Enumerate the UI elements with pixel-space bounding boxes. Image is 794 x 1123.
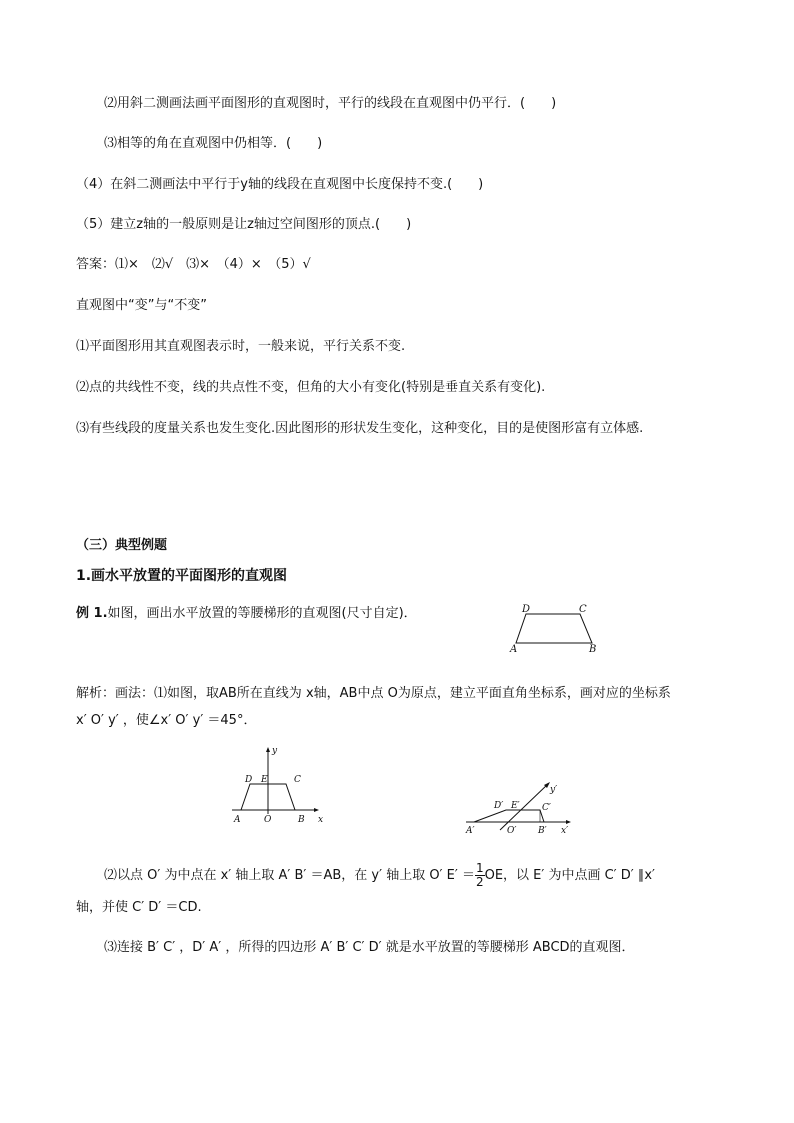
solution-line-2: x′ O′ y′ ，使∠x′ O′ y′ ＝45°． bbox=[76, 713, 257, 728]
question-4: （4）在斜二测画法中平行于y轴的线段在直观图中长度保持不变.( ) bbox=[76, 177, 484, 192]
solution-step-2 bbox=[104, 862, 655, 889]
step2-text-a: ⑵以点 O′ 为中点在 x′ 轴上取 A′ B′ ＝AB，在 y′ 轴上取 O′ E′ ＝ bbox=[104, 868, 475, 883]
change-point-2: ⑵点的共线性不变，线的共点性不变，但角的大小有变化(特别是垂直关系有变化). bbox=[76, 380, 546, 395]
label-C: C bbox=[294, 775, 301, 785]
section-title: （三）典型例题 bbox=[76, 538, 168, 553]
change-point-1: ⑴平面图形用其直观图表示时，一般来说，平行关系不变. bbox=[76, 339, 406, 354]
question-5: （5）建立z轴的一般原则是让z轴过空间图形的顶点.( ) bbox=[76, 217, 412, 232]
label-E-prime: E′ bbox=[511, 801, 520, 811]
answers-line: 答案：⑴× ⑵√ ⑶× （4）× （5）√ bbox=[76, 257, 311, 272]
change-point-3: ⑶有些线段的度量关系也发生变化.因此图形的形状发生变化，这种变化，目的是使图形富有立体感. bbox=[76, 421, 644, 436]
oblique-figure bbox=[462, 778, 582, 834]
trapezoid-figure bbox=[508, 600, 608, 656]
solution-step-3: ⑶连接 B′ C′ ，D′ A′ ，所得的四边形 A′ B′ C′ D′ 就是水平放置的等腰梯形 ABCD的直观图． bbox=[104, 940, 635, 955]
change-section-title: 直观图中“变”与“不变” bbox=[76, 298, 207, 313]
label-O-prime: O′ bbox=[507, 826, 517, 834]
label-D: D bbox=[522, 604, 531, 615]
label-C-prime: C′ bbox=[542, 803, 551, 813]
fraction-numerator: 1 bbox=[475, 861, 484, 875]
question-3: ⑶相等的角在直观图中仍相等．( ) bbox=[104, 136, 323, 151]
solution-step-2-cont: 轴，并使 C′ D′ ＝CD. bbox=[76, 900, 202, 915]
label-O: O bbox=[264, 815, 272, 825]
label-C: C bbox=[579, 604, 587, 615]
label-A-prime: A′ bbox=[466, 826, 475, 834]
label-B: B bbox=[298, 815, 305, 825]
axis-x-prime-label: x′ bbox=[561, 826, 569, 834]
axis-y-prime-label: y′ bbox=[550, 785, 558, 795]
label-A: A bbox=[510, 644, 518, 655]
topic-title: 1.画水平放置的平面图形的直观图 bbox=[76, 568, 288, 584]
label-B-prime: B′ bbox=[538, 826, 547, 834]
fraction-denominator: 2 bbox=[475, 875, 484, 889]
fraction-one-half bbox=[475, 862, 485, 889]
axis-x-label: x bbox=[318, 815, 324, 825]
coordinate-figure bbox=[228, 744, 328, 828]
label-D: D bbox=[245, 775, 253, 785]
axis-y-label: y bbox=[272, 746, 278, 756]
question-2: ⑵用斜二测画法画平面图形的直观图时，平行的线段在直观图中仍平行．( ) bbox=[104, 96, 557, 111]
label-D-prime: D′ bbox=[494, 801, 504, 811]
solution-line-1: 解析：画法：⑴如图，取AB所在直线为 x轴，AB中点 O为原点，建立平面直角坐标系，画对应的坐标系 bbox=[76, 686, 671, 701]
label-A: A bbox=[234, 815, 241, 825]
label-B: B bbox=[589, 644, 597, 655]
step2-text-b: OE，以 E′ 为中点画 C′ D′ ∥x′ bbox=[484, 868, 656, 883]
example-1 bbox=[76, 605, 417, 623]
example-label: 例 1. bbox=[76, 606, 108, 621]
label-E: E bbox=[261, 775, 268, 785]
example-text: 如图，画出水平放置的等腰梯形的直观图(尺寸自定)． bbox=[107, 606, 417, 621]
